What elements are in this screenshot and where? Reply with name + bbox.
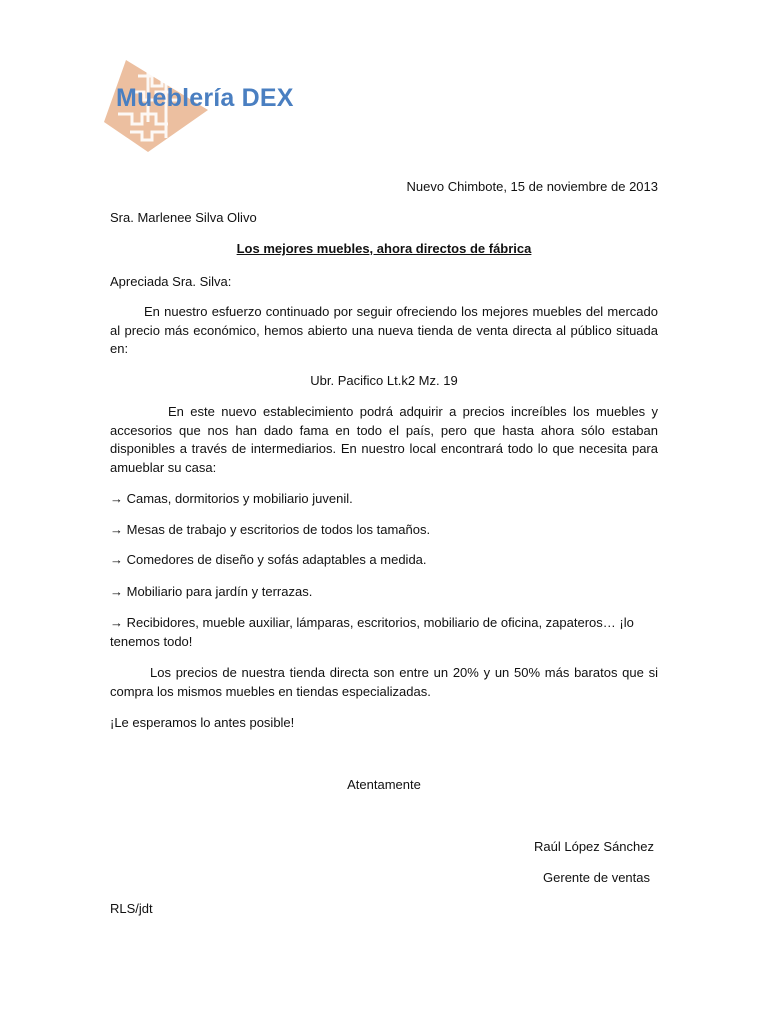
store-address: Ubr. Pacifico Lt.k2 Mz. 19 [310,373,458,388]
list-item: → Mobiliario para jardín y terrazas. [110,584,313,599]
paragraph-store: En este nuevo establecimiento podrá adquirir a precios increíbles los muebles y accesorios que nos han dado fama en todo el país, pero que hasta ahora sólo estaban disponibles a través de intermediarios. En nuestro local encontrará todo lo que necesita para amueblar su casa: [110,404,658,475]
list-item: → Mesas de trabajo y escritorios de todos los tamaños. [110,522,431,537]
closing-line: ¡Le esperamos lo antes posible! [110,715,295,730]
subject-text: Los mejores muebles, ahora directos de fábrica [236,241,532,256]
signer-name: Raúl López Sánchez [534,839,654,854]
place-date: Nuevo Chimbote, 15 de noviembre de 2013 [406,179,658,194]
reference-initials: RLS/jdt [110,901,153,916]
paragraph-prices: Los precios de nuestra tienda directa son entre un 20% y un 50% más baratos que si compra los mismos muebles en tiendas especializadas. [110,665,658,699]
paragraph-intro: En nuestro esfuerzo continuado por seguir ofreciendo los mejores muebles del mercado al precio más económico, hemos abierto una nueva tienda de venta directa al público situada en: [110,304,658,356]
company-name: Mueblería DEX [116,84,294,112]
recipient: Sra. Marlenee Silva Olivo [110,210,257,225]
farewell: Atentamente [347,777,421,792]
salutation: Apreciada Sra. Silva: [110,274,232,289]
list-item: → Comedores de diseño y sofás adaptables a medida. [110,552,427,567]
list-item: → Camas, dormitorios y mobiliario juvenil. [110,491,353,506]
list-item: → Recibidores, mueble auxiliar, lámparas, escritorios, mobiliario de oficina, zapateros… ¡lo tenemos todo! [110,615,634,649]
letter-subject [110,240,658,259]
signer-title: Gerente de ventas [543,870,650,885]
letterhead [104,52,324,156]
